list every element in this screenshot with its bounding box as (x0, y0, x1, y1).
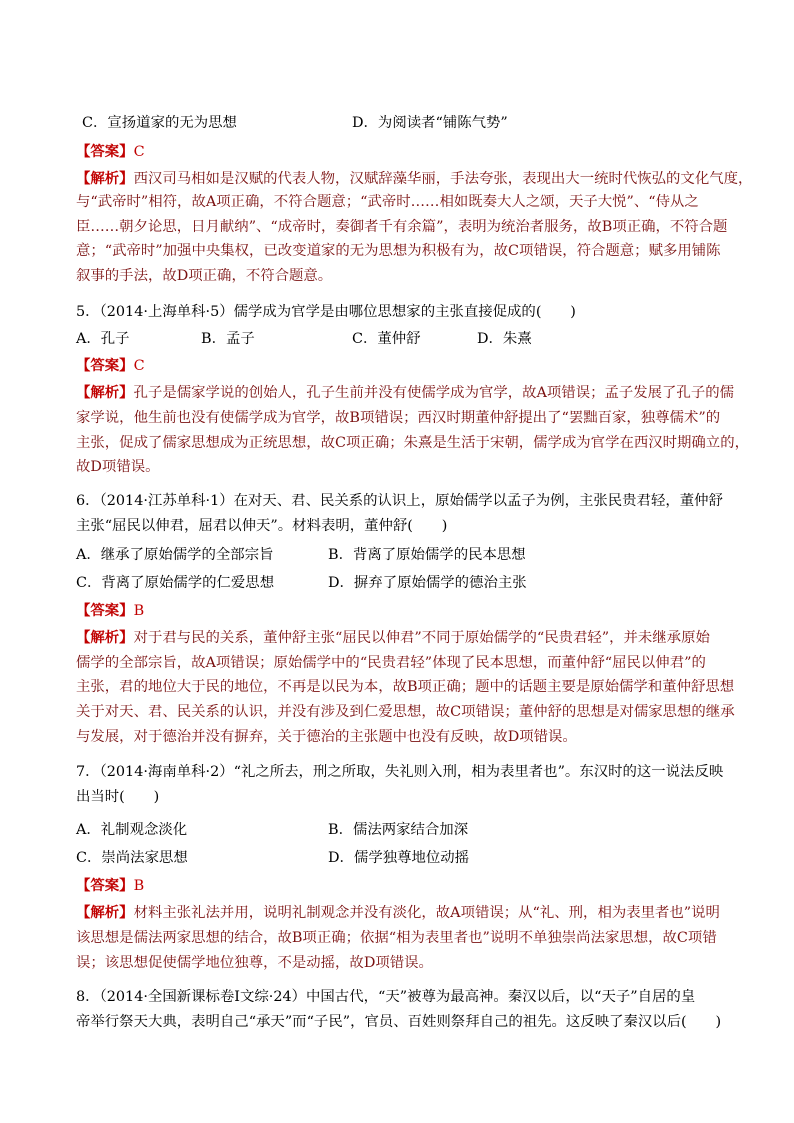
q7-analysis-line-1: 【解析】材料主张礼法并用，说明礼制观念并没有淡化，故A项错误；从“礼、刑，相为表里者也”说明 (76, 904, 720, 921)
analysis-label: 【解析】 (76, 629, 134, 646)
q6-stem-line-2: 主张“屈民以伸君，屈君以伸天”。材料表明，董仲舒( ) (76, 518, 448, 534)
q4-analysis-line-4: 意；“武帝时”加强中央集权，已改变道家的无为思想为积极有为，故C项错误，符合题意；赋多用铺陈 (76, 243, 721, 259)
q4-analysis-line-2: 与“武帝时”相符，故A项正确，不符合题意；“武帝时……相如既奏大人之颂，天子大悦”、“侍从之 (76, 194, 699, 210)
q5-answer-line (76, 356, 145, 376)
q5-option-d: D．朱熹 (477, 331, 532, 347)
q7-option-b: B．儒法两家结合加深 (328, 822, 469, 838)
q4-option-d: D．为阅读者“铺陈气势” (352, 115, 508, 131)
q7-option-c: C．崇尚法家思想 (76, 850, 188, 866)
q5-stem: 5．（2014·上海单科·5）儒学成为官学是由哪位思想家的主张直接促成的( ) (76, 304, 576, 320)
q4-answer-line (76, 142, 145, 162)
analysis-label: 【解析】 (76, 384, 134, 401)
q6-analysis-line-4: 关于对天、君、民关系的认识，并没有涉及到仁爱思想，故C项错误；董仲舒的思想是对儒家思想的继承 (76, 704, 735, 720)
analysis-label: 【解析】 (76, 904, 134, 921)
q6-analysis-line-1: 【解析】对于君与民的关系，董仲舒主张“屈民以伸君”不同于原始儒学的“民贵君轻”，并未继承原始 (76, 629, 710, 646)
q7-analysis-line-3: 误；该思想促使儒学地位独尊，不是动摇，故D项错误。 (76, 955, 433, 971)
q4-analysis-line-1: 【解析】西汉司马相如是汉赋的代表人物，汉赋辞藻华丽，手法夸张，表现出大一统时代恢弘的文化气度， (76, 170, 753, 187)
q5-analysis-line-3: 主张，促成了儒家思想成为正统思想，故C项正确；朱熹是生活于宋朝，儒学成为官学在西汉时期确立的， (76, 435, 749, 451)
q6-answer-line (76, 601, 144, 621)
q5-option-b: B．孟子 (201, 331, 255, 347)
q6-analysis-line-5: 与发展，对于德治并没有摒弃，关于德治的主张题中也没有反映，故D项错误。 (76, 729, 577, 745)
q4-analysis-line-5: 叙事的手法，故D项正确，不符合题意。 (76, 268, 333, 284)
q8-stem-line-1: 8．（2014·全国新课标卷Ⅰ文综·24）中国古代，“天”被尊为最高神。秦汉以后，以“天子”自居的皇 (76, 989, 696, 1005)
q5-analysis-line-4: 故D项错误。 (76, 459, 160, 475)
q6-stem-line-1: 6．（2014·江苏单科·1）在对天、君、民关系的认识上，原始儒学以孟子为例，主张民贵君轻，董仲舒 (76, 493, 723, 509)
q7-stem-line-1: 7．（2014·海南单科·2）“礼之所去，刑之所取，失礼则入刑，相为表里者也”。东汉时的这一说法反映 (76, 764, 724, 780)
q7-analysis-line-2: 该思想是儒法两家思想的结合，故B项正确；依据“相为表里者也”说明不单独崇尚法家思想，故C项错 (76, 930, 717, 946)
q5-analysis-line-1: 【解析】孔子是儒家学说的创始人，孔子生前并没有使儒学成为官学，故A项错误；孟子发展了孔子的儒 (76, 384, 734, 401)
answer-value: B (133, 603, 145, 619)
q6-option-c: C．背离了原始儒学的仁爱思想 (76, 575, 275, 591)
q5-option-c: C．董仲舒 (352, 331, 421, 347)
q5-option-a: A．孔子 (76, 331, 130, 347)
q6-analysis-line-2: 儒学的全部宗旨，故A项错误；原始儒学中的“民贵君轻”体现了民本思想，而董仲舒“屈民以伸君”的 (76, 655, 706, 671)
q6-analysis-line-3: 主张，君的地位大于民的地位，不再是以民为本，故B项正确；题中的话题主要是原始儒学和董仲舒思想 (76, 679, 735, 695)
q7-stem-line-2: 出当时( ) (76, 789, 160, 805)
q7-answer-line (76, 876, 144, 896)
answer-label: 【答案】 (76, 602, 134, 619)
answer-label: 【答案】 (76, 357, 134, 374)
q5-analysis-line-2: 家学说，他生前也没有使儒学成为官学，故B项错误；西汉时期董仲舒提出了“罢黜百家，独尊儒术”的 (76, 410, 721, 426)
answer-value: B (133, 878, 145, 894)
answer-label: 【答案】 (76, 143, 134, 160)
analysis-label: 【解析】 (76, 170, 134, 187)
q6-option-d: D．摒弃了原始儒学的德治主张 (328, 575, 527, 591)
q8-stem-line-2: 帝举行祭天大典，表明自己“承天”而“子民”，官员、百姓则祭拜自己的祖先。这反映了秦汉以后( ) (76, 1014, 722, 1030)
q6-option-a: A．继承了原始儒学的全部宗旨 (76, 547, 274, 563)
q7-option-d: D．儒学独尊地位动摇 (328, 850, 470, 866)
q4-option-c: C．宣扬道家的无为思想 (82, 115, 237, 131)
answer-label: 【答案】 (76, 877, 134, 894)
q4-analysis-line-3: 臣……朝夕论思，日月献纳”、“成帝时，奏御者千有余篇”，表明为统治者服务，故B项正确，不符合题 (76, 219, 728, 235)
answer-value: C (133, 144, 145, 160)
answer-value: C (133, 358, 145, 374)
q7-option-a: A．礼制观念淡化 (76, 822, 188, 838)
q6-option-b: B．背离了原始儒学的民本思想 (328, 547, 526, 563)
